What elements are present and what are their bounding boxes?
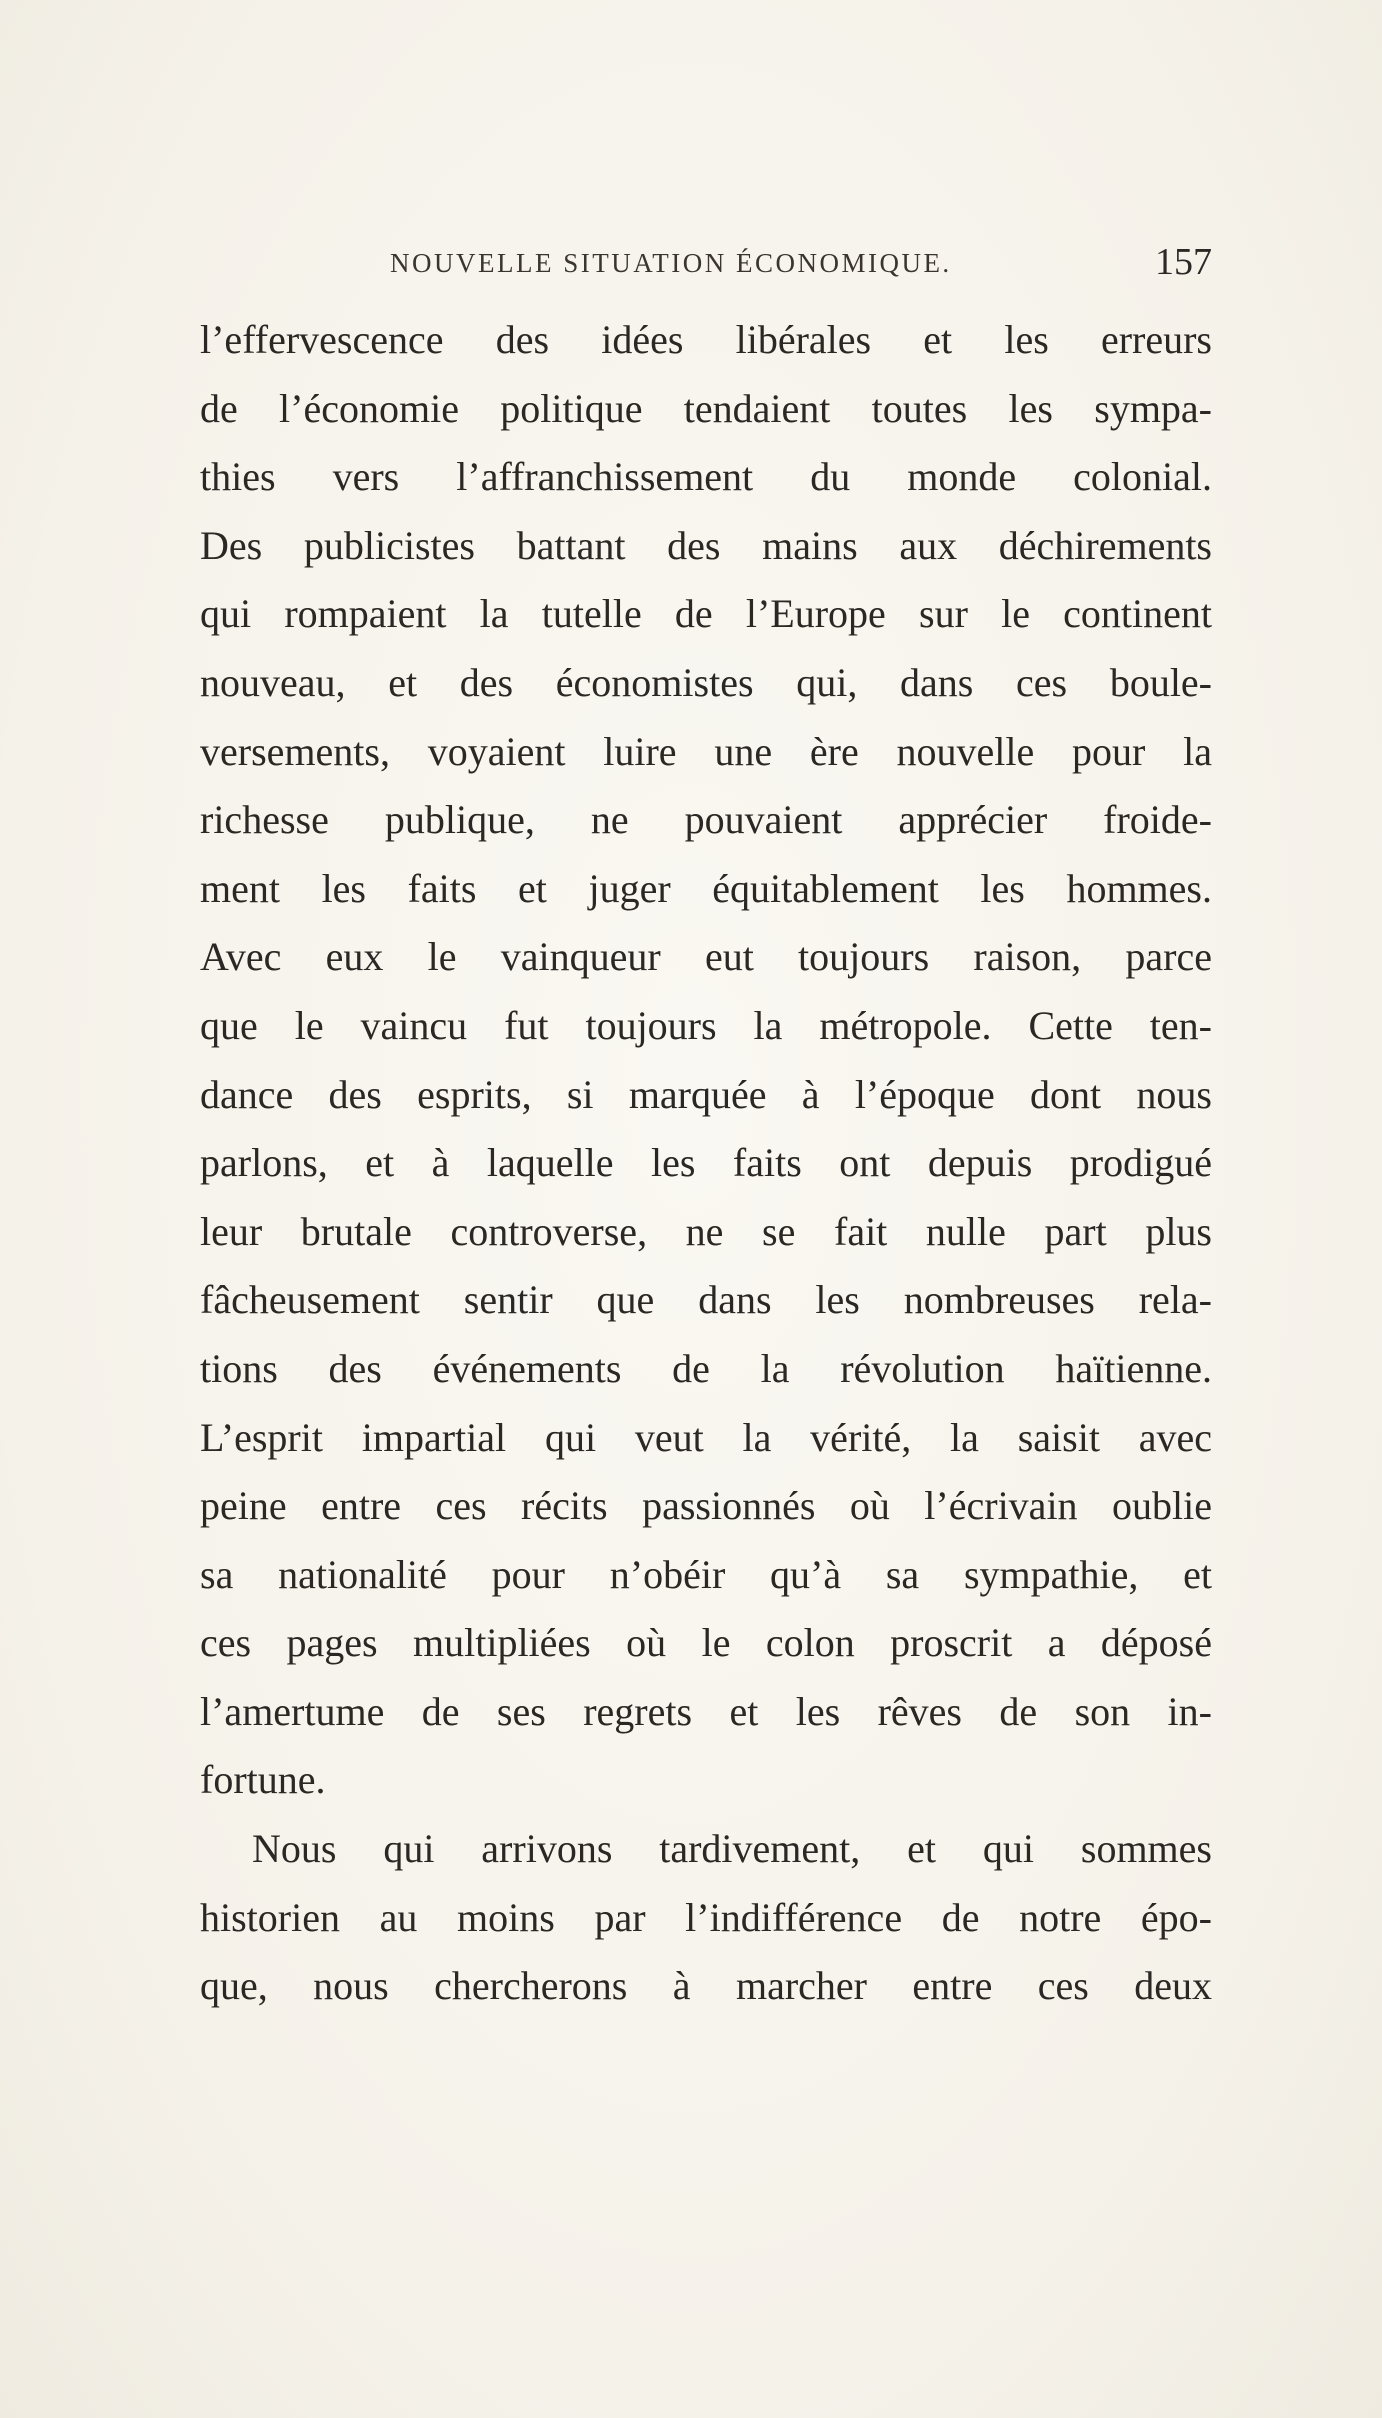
text-line: tions des événements de la révolution haïtienne. [200,1345,1212,1391]
text-line: que le vaincu fut toujours la métropole. Cette ten- [200,1002,1212,1048]
body-text [200,306,1212,2021]
text-line: fortune. [200,1757,326,1803]
text-line: l’amertume de ses regrets et les rêves de son in- [200,1688,1212,1734]
text-line: nouveau, et des économistes qui, dans ces boule- [200,659,1212,705]
text-line: Des publicistes battant des mains aux déchirements [200,522,1212,568]
text-line: l’effervescence des idées libérales et les erreurs [200,317,1212,362]
text-line: richesse publique, ne pouvaient apprécier froide- [200,797,1212,843]
text-line: dance des esprits, si marquée à l’époque dont nous [200,1071,1212,1117]
page-number: 157 [1155,241,1212,283]
text-line: historien au moins par l’indifférence de notre épo- [200,1894,1212,1940]
text-line: fâcheusement sentir que dans les nombreuses rela- [200,1277,1212,1323]
page-header [200,240,1212,290]
text-line: qui rompaient la tutelle de l’Europe sur le continent [200,591,1212,637]
text-line: peine entre ces récits passionnés où l’écrivain oublie [200,1483,1212,1529]
running-title: NOUVELLE SITUATION ÉCONOMIQUE. [390,248,952,278]
text-line: ces pages multipliées où le colon proscrit a déposé [200,1620,1212,1666]
text-line: leur brutale controverse, ne se fait nulle part plus [200,1208,1212,1254]
text-line: sa nationalité pour n’obéir qu’à sa sympathie, et [200,1551,1212,1597]
text-line: versements, voyaient luire une ère nouvelle pour la [200,728,1212,774]
text-line: Avec eux le vainqueur eut toujours raison, parce [200,934,1212,980]
text-line: que, nous chercherons à marcher entre ces deux [200,1963,1212,2009]
text-line: L’esprit impartial qui veut la vérité, la saisit avec [200,1414,1212,1460]
text-line: parlons, et à laquelle les faits ont depuis prodigué [200,1140,1212,1186]
paragraph-first-line: Nous qui arrivons tardivement, et qui sommes [252,1826,1212,1872]
text-line: ment les faits et juger équitablement les hommes. [200,865,1212,911]
text-line: de l’économie politique tendaient toutes les sympa- [200,385,1212,431]
text-line: thies vers l’affranchissement du monde colonial. [200,454,1212,500]
